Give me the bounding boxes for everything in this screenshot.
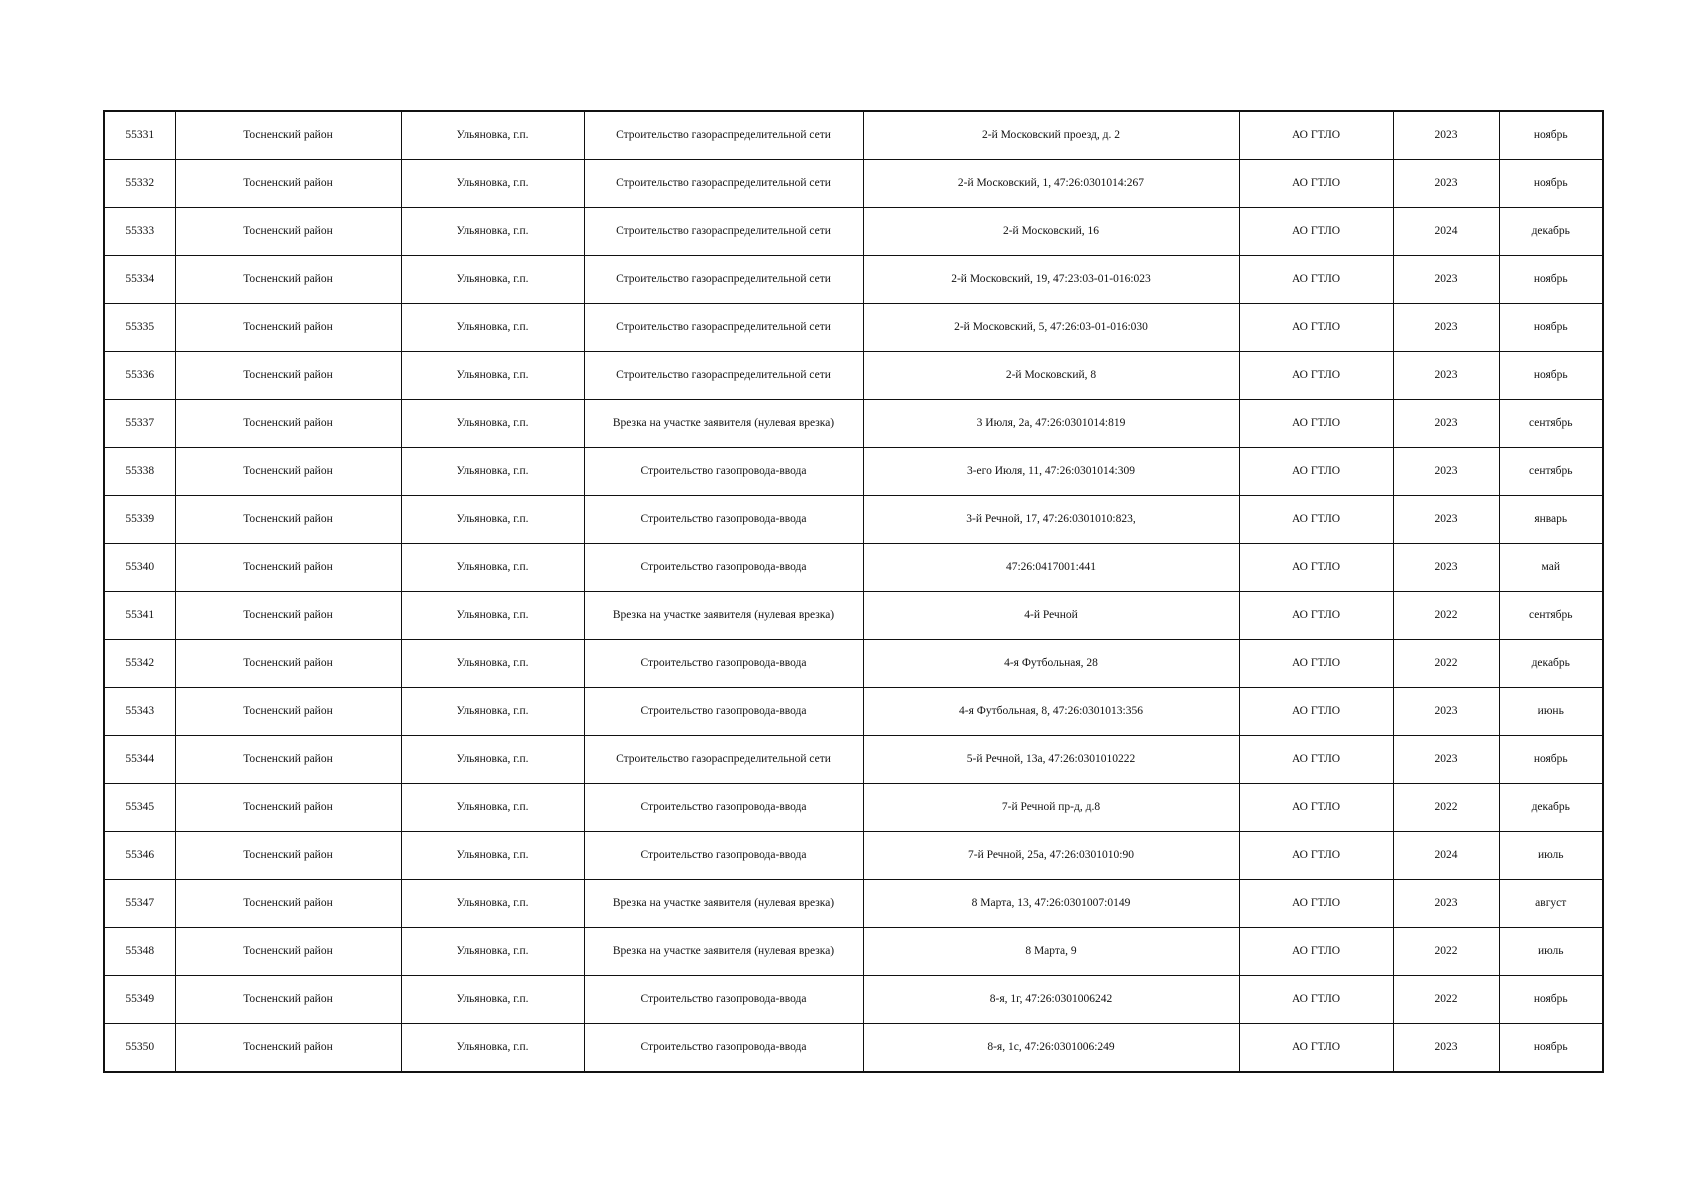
cell-address: 8 Марта, 9 — [863, 928, 1239, 976]
cell-work-type: Строительство газопровода-ввода — [584, 496, 863, 544]
cell-settlement: Ульяновка, г.п. — [401, 544, 584, 592]
table-row — [104, 400, 1603, 448]
cell-work-type: Строительство газораспределительной сети — [584, 352, 863, 400]
cell-id: 55342 — [104, 640, 175, 688]
cell-year: 2023 — [1393, 544, 1499, 592]
cell-address: 2-й Московский, 1, 47:26:0301014:267 — [863, 160, 1239, 208]
table-row — [104, 256, 1603, 304]
cell-settlement: Ульяновка, г.п. — [401, 496, 584, 544]
cell-organization: АО ГТЛО — [1239, 640, 1393, 688]
cell-settlement: Ульяновка, г.п. — [401, 592, 584, 640]
cell-district: Тосненский район — [175, 928, 401, 976]
cell-district: Тосненский район — [175, 832, 401, 880]
cell-district: Тосненский район — [175, 544, 401, 592]
gasification-registry-table — [103, 110, 1604, 1073]
cell-address: 2-й Московский, 5, 47:26:03-01-016:030 — [863, 304, 1239, 352]
cell-work-type: Врезка на участке заявителя (нулевая врезка) — [584, 880, 863, 928]
cell-id: 55349 — [104, 976, 175, 1024]
cell-year: 2022 — [1393, 784, 1499, 832]
cell-organization: АО ГТЛО — [1239, 832, 1393, 880]
cell-organization: АО ГТЛО — [1239, 208, 1393, 256]
cell-district: Тосненский район — [175, 448, 401, 496]
cell-month: ноябрь — [1499, 256, 1603, 304]
cell-organization: АО ГТЛО — [1239, 496, 1393, 544]
table-row — [104, 640, 1603, 688]
cell-work-type: Строительство газопровода-ввода — [584, 544, 863, 592]
cell-district: Тосненский район — [175, 111, 401, 160]
cell-settlement: Ульяновка, г.п. — [401, 688, 584, 736]
table-row — [104, 928, 1603, 976]
cell-month: май — [1499, 544, 1603, 592]
cell-work-type: Строительство газопровода-ввода — [584, 448, 863, 496]
cell-month: ноябрь — [1499, 1024, 1603, 1073]
cell-settlement: Ульяновка, г.п. — [401, 736, 584, 784]
cell-organization: АО ГТЛО — [1239, 160, 1393, 208]
cell-settlement: Ульяновка, г.п. — [401, 304, 584, 352]
cell-year: 2023 — [1393, 448, 1499, 496]
cell-work-type: Строительство газопровода-ввода — [584, 832, 863, 880]
cell-address: 3 Июля, 2а, 47:26:0301014:819 — [863, 400, 1239, 448]
cell-work-type: Строительство газораспределительной сети — [584, 304, 863, 352]
cell-address: 2-й Московский проезд, д. 2 — [863, 111, 1239, 160]
cell-year: 2023 — [1393, 1024, 1499, 1073]
cell-month: июль — [1499, 832, 1603, 880]
cell-district: Тосненский район — [175, 592, 401, 640]
cell-organization: АО ГТЛО — [1239, 688, 1393, 736]
table-row — [104, 352, 1603, 400]
cell-settlement: Ульяновка, г.п. — [401, 784, 584, 832]
cell-district: Тосненский район — [175, 1024, 401, 1073]
cell-address: 3-его Июля, 11, 47:26:0301014:309 — [863, 448, 1239, 496]
cell-district: Тосненский район — [175, 496, 401, 544]
cell-organization: АО ГТЛО — [1239, 448, 1393, 496]
cell-year: 2023 — [1393, 256, 1499, 304]
cell-id: 55332 — [104, 160, 175, 208]
cell-work-type: Строительство газопровода-ввода — [584, 688, 863, 736]
cell-address: 7-й Речной пр-д, д.8 — [863, 784, 1239, 832]
table-row — [104, 496, 1603, 544]
cell-district: Тосненский район — [175, 784, 401, 832]
cell-settlement: Ульяновка, г.п. — [401, 400, 584, 448]
cell-organization: АО ГТЛО — [1239, 928, 1393, 976]
cell-settlement: Ульяновка, г.п. — [401, 832, 584, 880]
cell-organization: АО ГТЛО — [1239, 111, 1393, 160]
cell-month: сентябрь — [1499, 448, 1603, 496]
cell-year: 2022 — [1393, 928, 1499, 976]
cell-district: Тосненский район — [175, 160, 401, 208]
cell-work-type: Строительство газораспределительной сети — [584, 208, 863, 256]
cell-district: Тосненский район — [175, 208, 401, 256]
cell-year: 2023 — [1393, 496, 1499, 544]
cell-id: 55337 — [104, 400, 175, 448]
cell-month: сентябрь — [1499, 592, 1603, 640]
cell-id: 55335 — [104, 304, 175, 352]
cell-district: Тосненский район — [175, 688, 401, 736]
cell-id: 55338 — [104, 448, 175, 496]
table-row — [104, 832, 1603, 880]
cell-organization: АО ГТЛО — [1239, 352, 1393, 400]
cell-work-type: Строительство газопровода-ввода — [584, 640, 863, 688]
cell-organization: АО ГТЛО — [1239, 400, 1393, 448]
cell-id: 55346 — [104, 832, 175, 880]
cell-district: Тосненский район — [175, 640, 401, 688]
cell-month: ноябрь — [1499, 976, 1603, 1024]
cell-settlement: Ульяновка, г.п. — [401, 1024, 584, 1073]
cell-settlement: Ульяновка, г.п. — [401, 976, 584, 1024]
table-row — [104, 160, 1603, 208]
cell-work-type: Врезка на участке заявителя (нулевая врезка) — [584, 400, 863, 448]
cell-address: 4-й Речной — [863, 592, 1239, 640]
cell-month: декабрь — [1499, 640, 1603, 688]
table-row — [104, 880, 1603, 928]
cell-month: ноябрь — [1499, 111, 1603, 160]
cell-district: Тосненский район — [175, 304, 401, 352]
cell-district: Тосненский район — [175, 352, 401, 400]
cell-work-type: Строительство газораспределительной сети — [584, 256, 863, 304]
cell-address: 4-я Футбольная, 28 — [863, 640, 1239, 688]
table-row — [104, 736, 1603, 784]
cell-settlement: Ульяновка, г.п. — [401, 640, 584, 688]
table-body — [104, 111, 1603, 1072]
cell-settlement: Ульяновка, г.п. — [401, 160, 584, 208]
cell-month: ноябрь — [1499, 304, 1603, 352]
cell-year: 2022 — [1393, 640, 1499, 688]
cell-id: 55340 — [104, 544, 175, 592]
cell-settlement: Ульяновка, г.п. — [401, 880, 584, 928]
cell-year: 2024 — [1393, 208, 1499, 256]
cell-organization: АО ГТЛО — [1239, 592, 1393, 640]
cell-district: Тосненский район — [175, 880, 401, 928]
cell-work-type: Врезка на участке заявителя (нулевая врезка) — [584, 592, 863, 640]
cell-id: 55339 — [104, 496, 175, 544]
cell-id: 55345 — [104, 784, 175, 832]
cell-month: ноябрь — [1499, 736, 1603, 784]
cell-year: 2023 — [1393, 111, 1499, 160]
cell-id: 55341 — [104, 592, 175, 640]
cell-district: Тосненский район — [175, 976, 401, 1024]
cell-work-type: Врезка на участке заявителя (нулевая врезка) — [584, 928, 863, 976]
cell-address: 7-й Речной, 25а, 47:26:0301010:90 — [863, 832, 1239, 880]
cell-organization: АО ГТЛО — [1239, 784, 1393, 832]
cell-month: ноябрь — [1499, 160, 1603, 208]
cell-id: 55343 — [104, 688, 175, 736]
cell-address: 8 Марта, 13, 47:26:0301007:0149 — [863, 880, 1239, 928]
cell-organization: АО ГТЛО — [1239, 880, 1393, 928]
cell-district: Тосненский район — [175, 256, 401, 304]
table-row — [104, 688, 1603, 736]
table-row — [104, 592, 1603, 640]
cell-year: 2022 — [1393, 976, 1499, 1024]
cell-work-type: Строительство газораспределительной сети — [584, 111, 863, 160]
cell-id: 55336 — [104, 352, 175, 400]
cell-address: 8-я, 1с, 47:26:0301006:249 — [863, 1024, 1239, 1073]
cell-id: 55350 — [104, 1024, 175, 1073]
cell-id: 55333 — [104, 208, 175, 256]
cell-year: 2023 — [1393, 688, 1499, 736]
cell-address: 2-й Московский, 16 — [863, 208, 1239, 256]
cell-address: 2-й Московский, 19, 47:23:03-01-016:023 — [863, 256, 1239, 304]
table-row — [104, 208, 1603, 256]
cell-year: 2023 — [1393, 352, 1499, 400]
cell-address: 8-я, 1г, 47:26:0301006242 — [863, 976, 1239, 1024]
cell-district: Тосненский район — [175, 736, 401, 784]
cell-year: 2022 — [1393, 592, 1499, 640]
cell-address: 47:26:0417001:441 — [863, 544, 1239, 592]
cell-id: 55348 — [104, 928, 175, 976]
cell-organization: АО ГТЛО — [1239, 304, 1393, 352]
cell-work-type: Строительство газораспределительной сети — [584, 160, 863, 208]
cell-settlement: Ульяновка, г.п. — [401, 448, 584, 496]
cell-id: 55331 — [104, 111, 175, 160]
cell-year: 2023 — [1393, 304, 1499, 352]
cell-district: Тосненский район — [175, 400, 401, 448]
table-row — [104, 304, 1603, 352]
cell-year: 2024 — [1393, 832, 1499, 880]
cell-month: декабрь — [1499, 208, 1603, 256]
cell-month: июнь — [1499, 688, 1603, 736]
cell-month: декабрь — [1499, 784, 1603, 832]
cell-month: ноябрь — [1499, 352, 1603, 400]
cell-settlement: Ульяновка, г.п. — [401, 352, 584, 400]
table-row — [104, 111, 1603, 160]
cell-work-type: Строительство газораспределительной сети — [584, 736, 863, 784]
cell-address: 3-й Речной, 17, 47:26:0301010:823, — [863, 496, 1239, 544]
cell-year: 2023 — [1393, 880, 1499, 928]
table-row — [104, 448, 1603, 496]
cell-settlement: Ульяновка, г.п. — [401, 256, 584, 304]
table-row — [104, 544, 1603, 592]
cell-address: 2-й Московский, 8 — [863, 352, 1239, 400]
cell-address: 5-й Речной, 13а, 47:26:0301010222 — [863, 736, 1239, 784]
cell-id: 55344 — [104, 736, 175, 784]
cell-month: июль — [1499, 928, 1603, 976]
cell-settlement: Ульяновка, г.п. — [401, 111, 584, 160]
cell-id: 55334 — [104, 256, 175, 304]
cell-work-type: Строительство газопровода-ввода — [584, 1024, 863, 1073]
cell-month: сентябрь — [1499, 400, 1603, 448]
cell-work-type: Строительство газопровода-ввода — [584, 784, 863, 832]
table-row — [104, 976, 1603, 1024]
cell-organization: АО ГТЛО — [1239, 736, 1393, 784]
cell-organization: АО ГТЛО — [1239, 976, 1393, 1024]
cell-year: 2023 — [1393, 736, 1499, 784]
table-row — [104, 1024, 1603, 1073]
cell-settlement: Ульяновка, г.п. — [401, 208, 584, 256]
cell-organization: АО ГТЛО — [1239, 256, 1393, 304]
cell-address: 4-я Футбольная, 8, 47:26:0301013:356 — [863, 688, 1239, 736]
cell-work-type: Строительство газопровода-ввода — [584, 976, 863, 1024]
table-row — [104, 784, 1603, 832]
cell-organization: АО ГТЛО — [1239, 544, 1393, 592]
cell-month: август — [1499, 880, 1603, 928]
cell-year: 2023 — [1393, 400, 1499, 448]
cell-settlement: Ульяновка, г.п. — [401, 928, 584, 976]
cell-id: 55347 — [104, 880, 175, 928]
cell-month: январь — [1499, 496, 1603, 544]
cell-year: 2023 — [1393, 160, 1499, 208]
cell-organization: АО ГТЛО — [1239, 1024, 1393, 1073]
